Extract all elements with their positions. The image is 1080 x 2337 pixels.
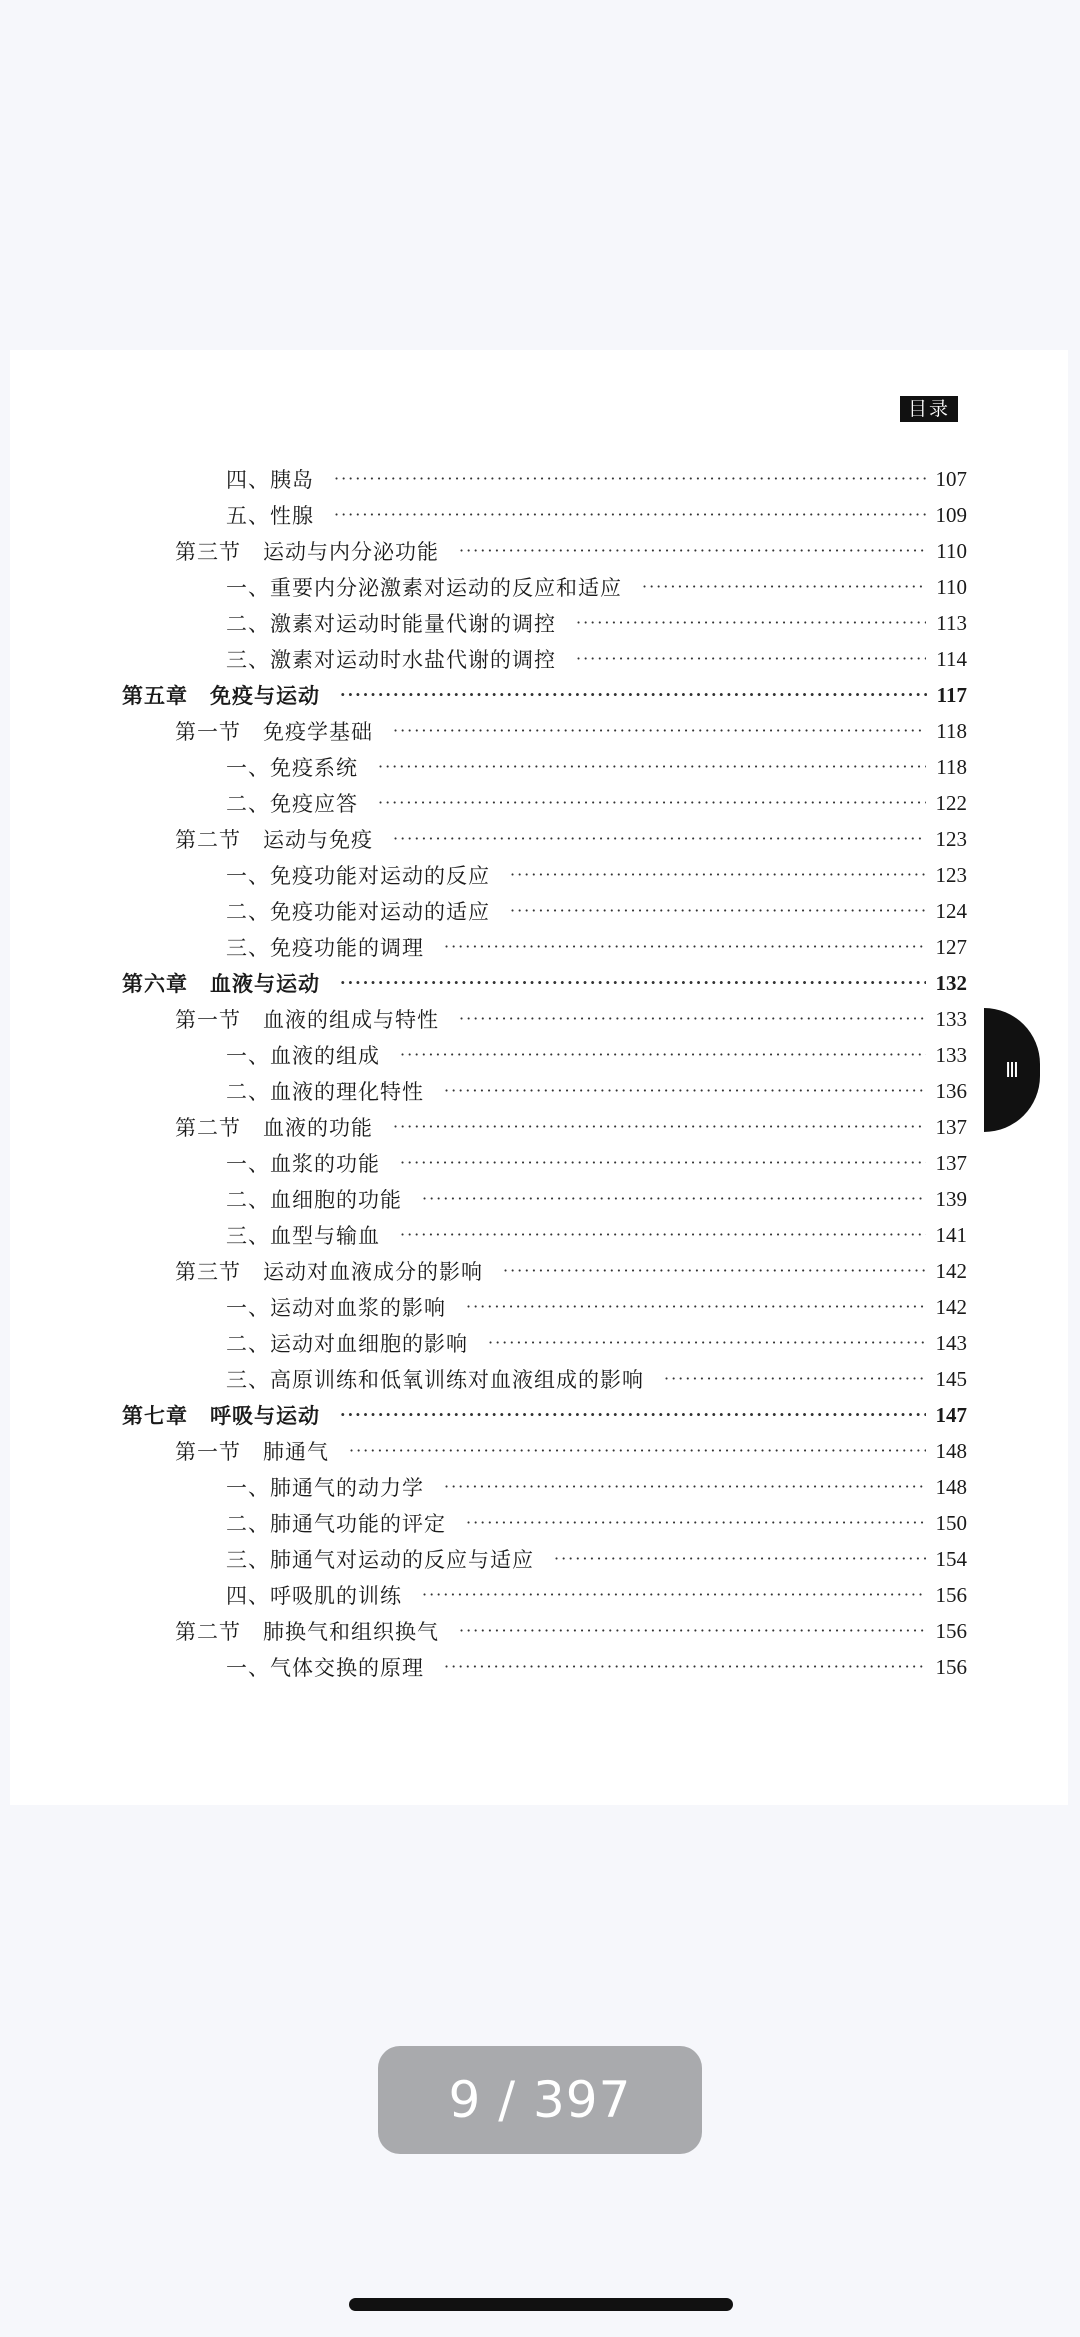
toc-entry-title: 二、免疫功能对运动的适应 xyxy=(226,900,490,924)
toc-dot-leader xyxy=(459,533,926,569)
toc-entry-title: 第二节 血液的功能 xyxy=(175,1116,373,1140)
toc-entry-page-number: 150 xyxy=(935,1510,967,1535)
toc-entry[interactable] xyxy=(122,677,967,713)
toc-entry-page-number: 114 xyxy=(936,646,967,671)
toc-dot-leader xyxy=(378,749,926,785)
toc-entry-page-number: 154 xyxy=(935,1546,967,1571)
toc-entry[interactable] xyxy=(122,1145,967,1181)
toc-entry[interactable] xyxy=(122,569,967,605)
toc-entry[interactable] xyxy=(122,641,967,677)
toc-entry[interactable] xyxy=(122,1253,967,1289)
toc-dot-leader xyxy=(459,1613,926,1649)
toc-dot-leader xyxy=(393,821,926,857)
toc-dot-leader xyxy=(422,1577,926,1613)
toc-entry-title: 一、血液的组成 xyxy=(226,1044,380,1068)
toc-entry-title: 第一节 肺通气 xyxy=(175,1440,329,1464)
toc-entry[interactable] xyxy=(122,1109,967,1145)
toc-dot-leader xyxy=(400,1037,926,1073)
toc-dot-leader xyxy=(466,1505,926,1541)
toc-entry[interactable] xyxy=(122,461,967,497)
toc-entry-page-number: 137 xyxy=(935,1114,967,1139)
toc-dot-leader xyxy=(393,713,926,749)
toc-header-tag: 目录 xyxy=(900,396,958,422)
menu-icon: Ⅲ xyxy=(1005,1058,1019,1082)
page-indicator: 9 / 397 xyxy=(378,2046,702,2154)
toc-entry[interactable] xyxy=(122,893,967,929)
toc-entry-title: 第六章 血液与运动 xyxy=(122,971,320,996)
toc-entry[interactable] xyxy=(122,605,967,641)
toc-dot-leader xyxy=(400,1145,926,1181)
toc-entry[interactable] xyxy=(122,1073,967,1109)
toc-entry-title: 第一节 免疫学基础 xyxy=(175,720,373,744)
toc-dot-leader xyxy=(488,1325,926,1361)
toc-entry[interactable] xyxy=(122,1325,967,1361)
toc-entry-page-number: 124 xyxy=(935,898,967,923)
toc-entry-title: 一、免疫功能对运动的反应 xyxy=(226,864,490,888)
toc-entry-page-number: 123 xyxy=(935,826,967,851)
toc-entry-page-number: 133 xyxy=(935,1042,967,1067)
toc-entry-title: 第一节 血液的组成与特性 xyxy=(175,1008,439,1032)
toc-entry-title: 二、激素对运动时能量代谢的调控 xyxy=(226,612,556,636)
toc-dot-leader xyxy=(444,1469,926,1505)
toc-entry-title: 一、血浆的功能 xyxy=(226,1152,380,1176)
toc-entry[interactable] xyxy=(122,857,967,893)
toc-entry-page-number: 110 xyxy=(936,538,967,563)
toc-entry-page-number: 136 xyxy=(935,1078,967,1103)
toc-entry-title: 四、呼吸肌的训练 xyxy=(226,1584,402,1608)
toc-entry[interactable] xyxy=(122,929,967,965)
toc-dot-leader xyxy=(378,785,926,821)
toc-entry[interactable] xyxy=(122,1289,967,1325)
toc-entry[interactable] xyxy=(122,1217,967,1253)
toc-entry-page-number: 139 xyxy=(935,1186,967,1211)
toc-entry[interactable] xyxy=(122,713,967,749)
toc-entry[interactable] xyxy=(122,1469,967,1505)
toc-dot-leader xyxy=(340,965,926,1001)
toc-entry-page-number: 148 xyxy=(935,1474,967,1499)
toc-entry-title: 二、运动对血细胞的影响 xyxy=(226,1332,468,1356)
toc-dot-leader xyxy=(576,641,926,677)
home-indicator-bar[interactable] xyxy=(349,2298,733,2311)
toc-dot-leader xyxy=(422,1181,926,1217)
toc-dot-leader xyxy=(510,893,926,929)
toc-entry-title: 第三节 运动对血液成分的影响 xyxy=(175,1260,483,1284)
toc-entry-title: 第二节 肺换气和组织换气 xyxy=(175,1620,439,1644)
toc-entry-title: 第二节 运动与免疫 xyxy=(175,828,373,852)
toc-entry-page-number: 147 xyxy=(935,1402,967,1427)
toc-entry[interactable] xyxy=(122,1037,967,1073)
toc-entry-page-number: 123 xyxy=(935,862,967,887)
toc-dot-leader xyxy=(444,1073,926,1109)
toc-entry-title: 三、高原训练和低氧训练对血液组成的影响 xyxy=(226,1368,644,1392)
toc-entry-title: 一、气体交换的原理 xyxy=(226,1656,424,1680)
toc-entry[interactable] xyxy=(122,1613,967,1649)
toc-entry-page-number: 107 xyxy=(935,466,967,491)
toc-entry-page-number: 156 xyxy=(935,1654,967,1679)
toc-dot-leader xyxy=(393,1109,926,1145)
toc-entry-page-number: 117 xyxy=(936,682,967,707)
toc-entry-page-number: 109 xyxy=(935,502,967,527)
toc-entry-page-number: 141 xyxy=(935,1222,967,1247)
toc-entry-title: 三、肺通气对运动的反应与适应 xyxy=(226,1548,534,1572)
toc-dot-leader xyxy=(349,1433,926,1469)
toc-entry-title: 一、免疫系统 xyxy=(226,756,358,780)
toc-entry-title: 一、运动对血浆的影响 xyxy=(226,1296,446,1320)
toc-entry-title: 三、免疫功能的调理 xyxy=(226,936,424,960)
table-of-contents xyxy=(122,461,967,1685)
toc-dot-leader xyxy=(510,857,926,893)
toc-entry-page-number: 133 xyxy=(935,1006,967,1031)
toc-entry-page-number: 122 xyxy=(935,790,967,815)
toc-dot-leader xyxy=(444,929,926,965)
toc-entry[interactable] xyxy=(122,785,967,821)
toc-entry[interactable] xyxy=(122,1577,967,1613)
document-page xyxy=(10,350,1068,1805)
toc-entry-title: 一、肺通气的动力学 xyxy=(226,1476,424,1500)
toc-entry-page-number: 132 xyxy=(935,970,967,995)
toc-entry-title: 第五章 免疫与运动 xyxy=(122,683,320,708)
toc-entry-page-number: 156 xyxy=(935,1618,967,1643)
toc-entry[interactable] xyxy=(122,821,967,857)
toc-entry[interactable] xyxy=(122,1433,967,1469)
toc-entry[interactable] xyxy=(122,1541,967,1577)
toc-entry-page-number: 118 xyxy=(936,718,967,743)
toc-entry-title: 五、性腺 xyxy=(226,504,314,528)
toc-entry-page-number: 142 xyxy=(935,1294,967,1319)
toc-entry[interactable] xyxy=(122,1361,967,1397)
toc-dot-leader xyxy=(334,461,926,497)
toc-entry-title: 一、重要内分泌激素对运动的反应和适应 xyxy=(226,576,622,600)
toc-entry-title: 三、激素对运动时水盐代谢的调控 xyxy=(226,648,556,672)
toc-entry-title: 二、肺通气功能的评定 xyxy=(226,1512,446,1536)
toc-entry-page-number: 118 xyxy=(936,754,967,779)
toc-dot-leader xyxy=(642,569,926,605)
toc-dot-leader xyxy=(576,605,926,641)
toc-entry[interactable] xyxy=(122,1649,967,1685)
toc-dot-leader xyxy=(503,1253,926,1289)
toc-entry-page-number: 156 xyxy=(935,1582,967,1607)
toc-entry-title: 三、血型与输血 xyxy=(226,1224,380,1248)
toc-entry[interactable] xyxy=(122,1397,967,1433)
toc-entry-title: 二、免疫应答 xyxy=(226,792,358,816)
toc-entry-title: 二、血细胞的功能 xyxy=(226,1188,402,1212)
toc-dot-leader xyxy=(459,1001,926,1037)
toc-entry[interactable] xyxy=(122,1181,967,1217)
toc-entry-page-number: 145 xyxy=(935,1366,967,1391)
toc-dot-leader xyxy=(340,677,927,713)
toc-entry[interactable] xyxy=(122,965,967,1001)
toc-entry-title: 第七章 呼吸与运动 xyxy=(122,1403,320,1428)
toc-dot-leader xyxy=(400,1217,926,1253)
toc-entry-title: 第三节 运动与内分泌功能 xyxy=(175,540,439,564)
toc-dot-leader xyxy=(554,1541,926,1577)
toc-dot-leader xyxy=(444,1649,926,1685)
toc-entry[interactable] xyxy=(122,1001,967,1037)
toc-entry-page-number: 110 xyxy=(936,574,967,599)
toc-entry-page-number: 127 xyxy=(935,934,967,959)
toc-dot-leader xyxy=(664,1361,926,1397)
toc-entry-page-number: 137 xyxy=(935,1150,967,1175)
toc-entry-page-number: 113 xyxy=(936,610,967,635)
toc-entry[interactable] xyxy=(122,749,967,785)
toc-entry-page-number: 142 xyxy=(935,1258,967,1283)
toc-entry-title: 四、胰岛 xyxy=(226,468,314,492)
toc-dot-leader xyxy=(466,1289,926,1325)
toc-entry[interactable] xyxy=(122,1505,967,1541)
toc-entry-page-number: 143 xyxy=(935,1330,967,1355)
toc-entry[interactable] xyxy=(122,497,967,533)
toc-entry-page-number: 148 xyxy=(935,1438,967,1463)
toc-dot-leader xyxy=(340,1397,926,1433)
toc-dot-leader xyxy=(334,497,926,533)
toc-entry[interactable] xyxy=(122,533,967,569)
toc-entry-title: 二、血液的理化特性 xyxy=(226,1080,424,1104)
